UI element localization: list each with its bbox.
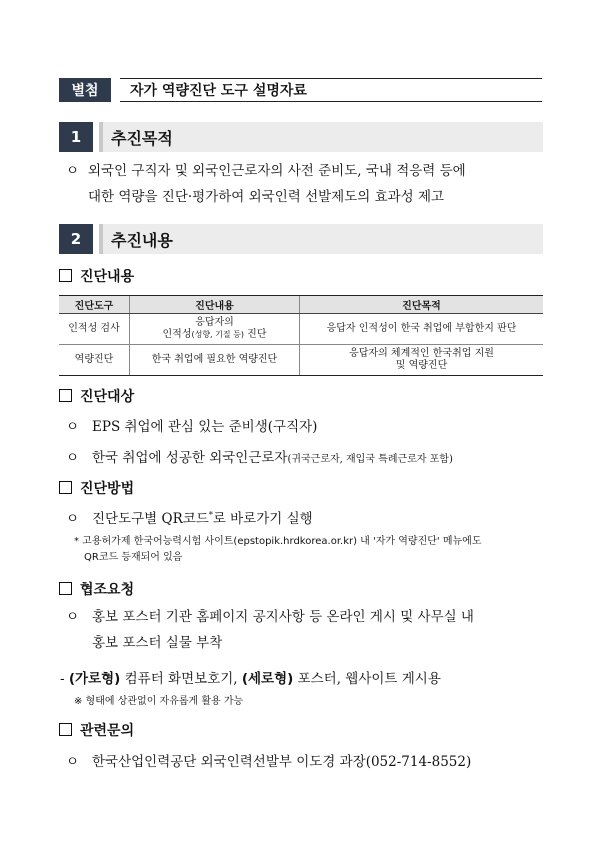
inquiry-item-1: ㅇ 한국산업인력공단 외국인력선발부 이도경 과장(052-714-8552) <box>66 754 472 770</box>
coop-item-1: ㅇ 홍보 포스터 기관 홈페이지 공지사항 등 온라인 게시 및 사무실 내 홍보 포스터 실물 부착 <box>66 609 474 651</box>
checkbox-square-icon <box>59 582 72 595</box>
diagnosis-table <box>59 295 543 376</box>
table-cell: 한국 취업에 필요한 역량진단 <box>130 345 300 376</box>
checkbox-square-icon <box>59 269 72 282</box>
coop-note: ※ 형태에 상관없이 자유롭게 활용 가능 <box>74 696 244 707</box>
purpose-paragraph <box>66 158 546 210</box>
purpose-bullet: ㅇ <box>66 163 80 179</box>
section-1-header <box>59 122 543 152</box>
checkbox-square-icon <box>59 481 72 494</box>
table-header: 진단목적 <box>300 296 544 314</box>
checkbox-square-icon <box>59 389 72 402</box>
table-cell: 응답자 인적성이 한국 취업에 부합한지 판단 <box>300 314 544 345</box>
table-cell: 인적성 검사 <box>59 314 130 345</box>
method-footnote: * 고용허가제 한국어능력시험 사이트(epstopik.hrdkorea.or.kr) 내 '자가 역량진단' 메뉴에도 QR코드 등재되어 있음 <box>74 536 482 563</box>
section-1-title: 추진목적 <box>99 122 543 152</box>
section-1-number: 1 <box>59 122 93 152</box>
subheading-cooperation: 협조요청 <box>59 579 134 599</box>
section-2-title: 추진내용 <box>99 224 543 254</box>
annex-tag: 별첨 <box>59 78 111 102</box>
table-row <box>59 314 543 345</box>
subheading-method: 진단방법 <box>59 478 134 498</box>
section-2-header <box>59 224 543 254</box>
table-cell: 역량진단 <box>59 345 130 376</box>
subheading-content: 진단내용 <box>59 266 134 286</box>
checkbox-square-icon <box>59 723 72 736</box>
purpose-line-2: 대한 역량을 진단·평가하여 외국인력 선발제도의 효과성 제고 <box>88 189 445 205</box>
subheading-target: 진단대상 <box>59 386 134 406</box>
subheading-inquiry: 관련문의 <box>59 720 134 740</box>
purpose-line-1: 외국인 구직자 및 외국인근로자의 사전 준비도, 국내 적응력 등에 <box>88 163 466 179</box>
coop-dash-item: - (가로형) 컴퓨터 화면보호기, (세로형) 포스터, 웹사이트 게시용 <box>60 671 441 687</box>
table-header: 진단내용 <box>130 296 300 314</box>
table-header: 진단도구 <box>59 296 130 314</box>
document-title: 자가 역량진단 도구 설명자료 <box>120 78 542 102</box>
table-row <box>59 345 543 376</box>
target-item-1: ㅇ EPS 취업에 관심 있는 준비생(구직자) <box>66 419 318 435</box>
table-cell: 응답자의 인적성(성향, 기질 등) 진단 <box>130 314 300 345</box>
method-item-1: ㅇ 진단도구별 QR코드*로 바로가기 실행 <box>66 510 313 527</box>
target-item-2: ㅇ 한국 취업에 성공한 외국인근로자(귀국근로자, 재입국 특례근로자 포함) <box>66 450 453 466</box>
table-cell: 응답자의 체계적인 한국취업 지원 및 역량진단 <box>300 345 544 376</box>
table-header-row <box>59 296 543 314</box>
section-2-number: 2 <box>59 224 93 254</box>
